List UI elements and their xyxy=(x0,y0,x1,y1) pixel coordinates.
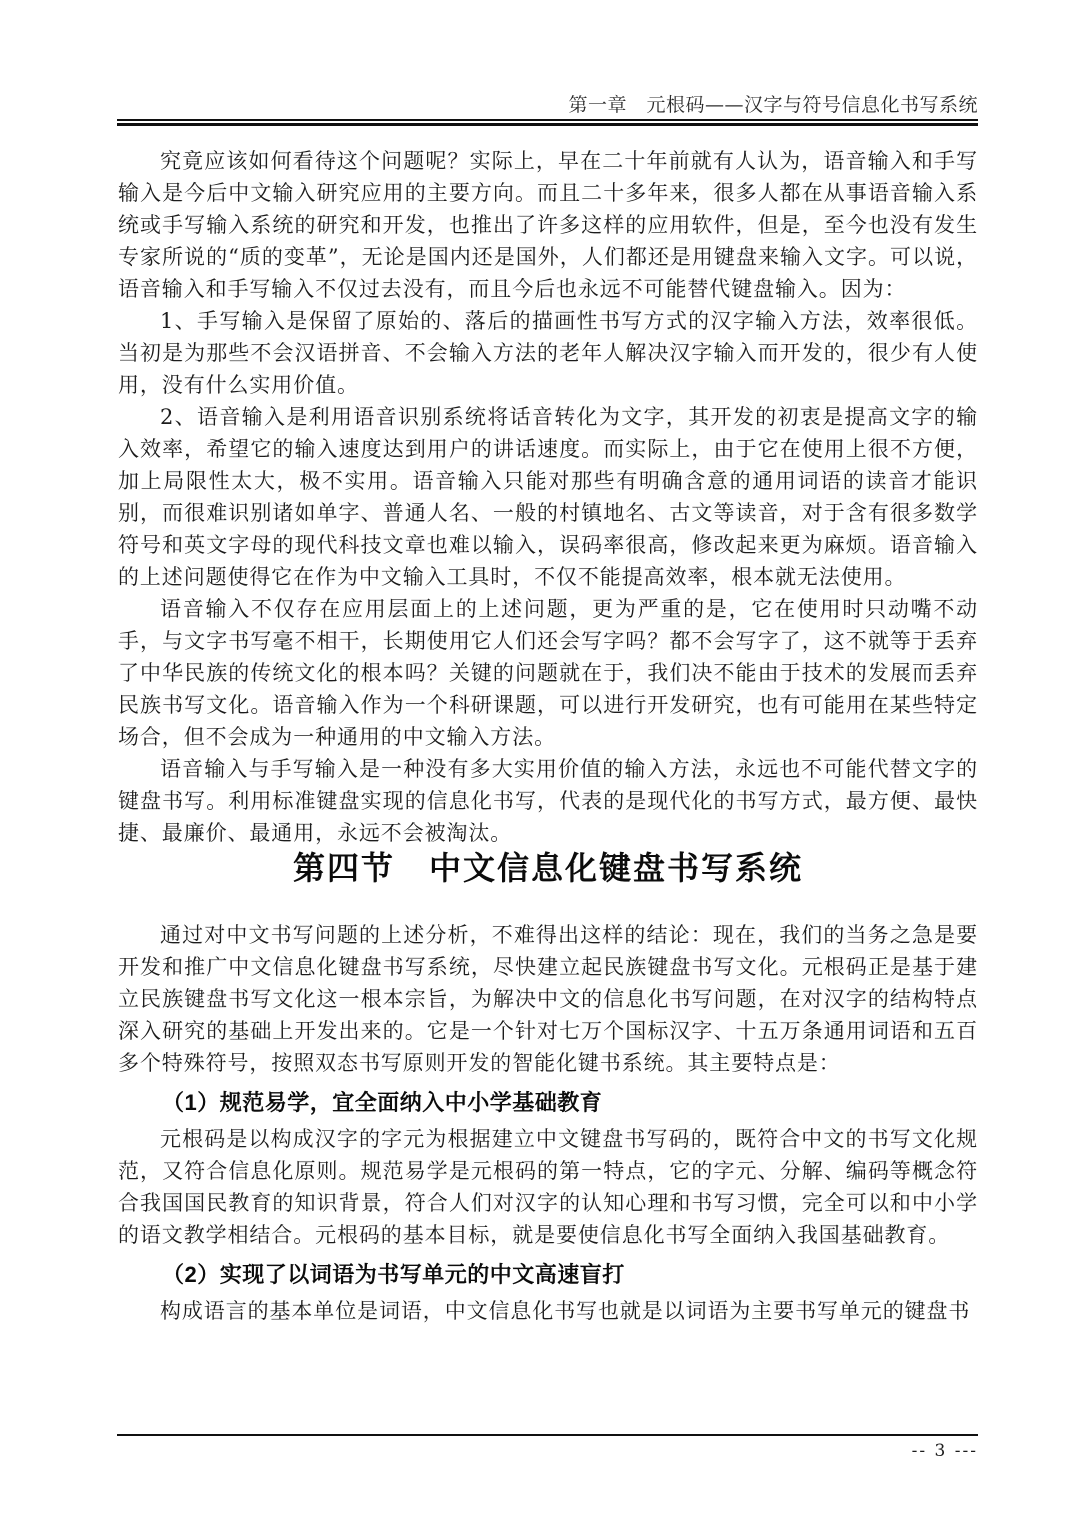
body-paragraph: 语音输入与手写输入是一种没有多大实用价值的输入方法，永远也不可能代替文字的键盘书写。利用标准键盘实现的信息化书写，代表的是现代化的书写方式，最方便、最快捷、最廉价、最通用，永远不会被淘汰。 xyxy=(118,757,978,845)
page-body xyxy=(118,145,978,1327)
feature-heading-2: （2）实现了以词语为书写单元的中文高速盲打 xyxy=(162,1262,625,1287)
body-paragraph: 2、语音输入是利用语音识别系统将话音转化为文字，其开发的初衷是提高文字的输入效率，希望它的输入速度达到用户的讲话速度。而实际上，由于它在使用上很不方便，加上局限性太大，极不实用。语音输入只能对那些有明确含意的通用词语的读音才能识别，而很难识别诸如单字、普通人名、一般的村镇地名、古文等读音，对于含有很多数学符号和英文字母的现代科技文章也难以输入，误码率很高，修改起来更为麻烦。语音输入的上述问题使得它在作为中文输入工具时，不仅不能提高效率，根本就无法使用。 xyxy=(118,405,978,589)
section-intro-paragraph: 通过对中文书写问题的上述分析，不难得出这样的结论：现在，我们的当务之急是要开发和推广中文信息化键盘书写系统，尽快建立起民族键盘书写文化。元根码正是基于建立民族键盘书写文化这一根本宗旨，为解决中文的信息化书写问题，在对汉字的结构特点深入研究的基础上开发出来的。它是一个针对七万个国标汉字、十五万条通用词语和五百多个特殊符号，按照双态书写原则开发的智能化键书系统。其主要特点是： xyxy=(118,923,978,1075)
feature-paragraph-2: 构成语言的基本单位是词语，中文信息化书写也就是以词语为主要书写单元的键盘书 xyxy=(160,1299,971,1323)
footer-rule xyxy=(117,1434,978,1436)
running-header-chapter-title: 第一章 元根码——汉字与符号信息化书写系统 xyxy=(568,94,978,116)
body-paragraph: 究竟应该如何看待这个问题呢？实际上，早在二十年前就有人认为，语音输入和手写输入是今后中文输入研究应用的主要方向。而且二十多年来，很多人都在从事语音输入系统或手写输入系统的研究和开发，也推出了许多这样的应用软件，但是，至今也没有发生专家所说的“质的变革”，无论是国内还是国外，人们都还是用键盘来输入文字。可以说，语音输入和手写输入不仅过去没有，而且今后也永远不可能替代键盘输入。因为： xyxy=(118,149,978,301)
header-double-rule xyxy=(117,119,978,126)
body-paragraph: 语音输入不仅存在应用层面上的上述问题，更为严重的是，它在使用时只动嘴不动手，与文字书写毫不相干，长期使用它人们还会写字吗？都不会写字了，这不就等于丢弃了中华民族的传统文化的根本吗？关键的问题就在于，我们决不能由于技术的发展而丢弃民族书写文化。语音输入作为一个科研课题，可以进行开发研究，也有可能用在某些特定场合，但不会成为一种通用的中文输入方法。 xyxy=(118,597,978,749)
page-number: -- 3 --- xyxy=(911,1441,978,1461)
feature-heading-1: （1）规范易学，宜全面纳入中小学基础教育 xyxy=(162,1090,603,1115)
section-title: 第四节 中文信息化键盘书写系统 xyxy=(292,850,803,886)
body-paragraph: 1、手写输入是保留了原始的、落后的描画性书写方式的汉字输入方法，效率很低。当初是为那些不会汉语拼音、不会输入方法的老年人解决汉字输入而开发的，很少有人使用，没有什么实用价值。 xyxy=(118,309,978,397)
feature-paragraph-1: 元根码是以构成汉字的字元为根据建立中文键盘书写码的，既符合中文的书写文化规范，又符合信息化原则。规范易学是元根码的第一特点，它的字元、分解、编码等概念符合我国国民教育的知识背景，符合人们对汉字的认知心理和书写习惯，完全可以和中小学的语文教学相结合。元根码的基本目标，就是要使信息化书写全面纳入我国基础教育。 xyxy=(118,1127,978,1247)
